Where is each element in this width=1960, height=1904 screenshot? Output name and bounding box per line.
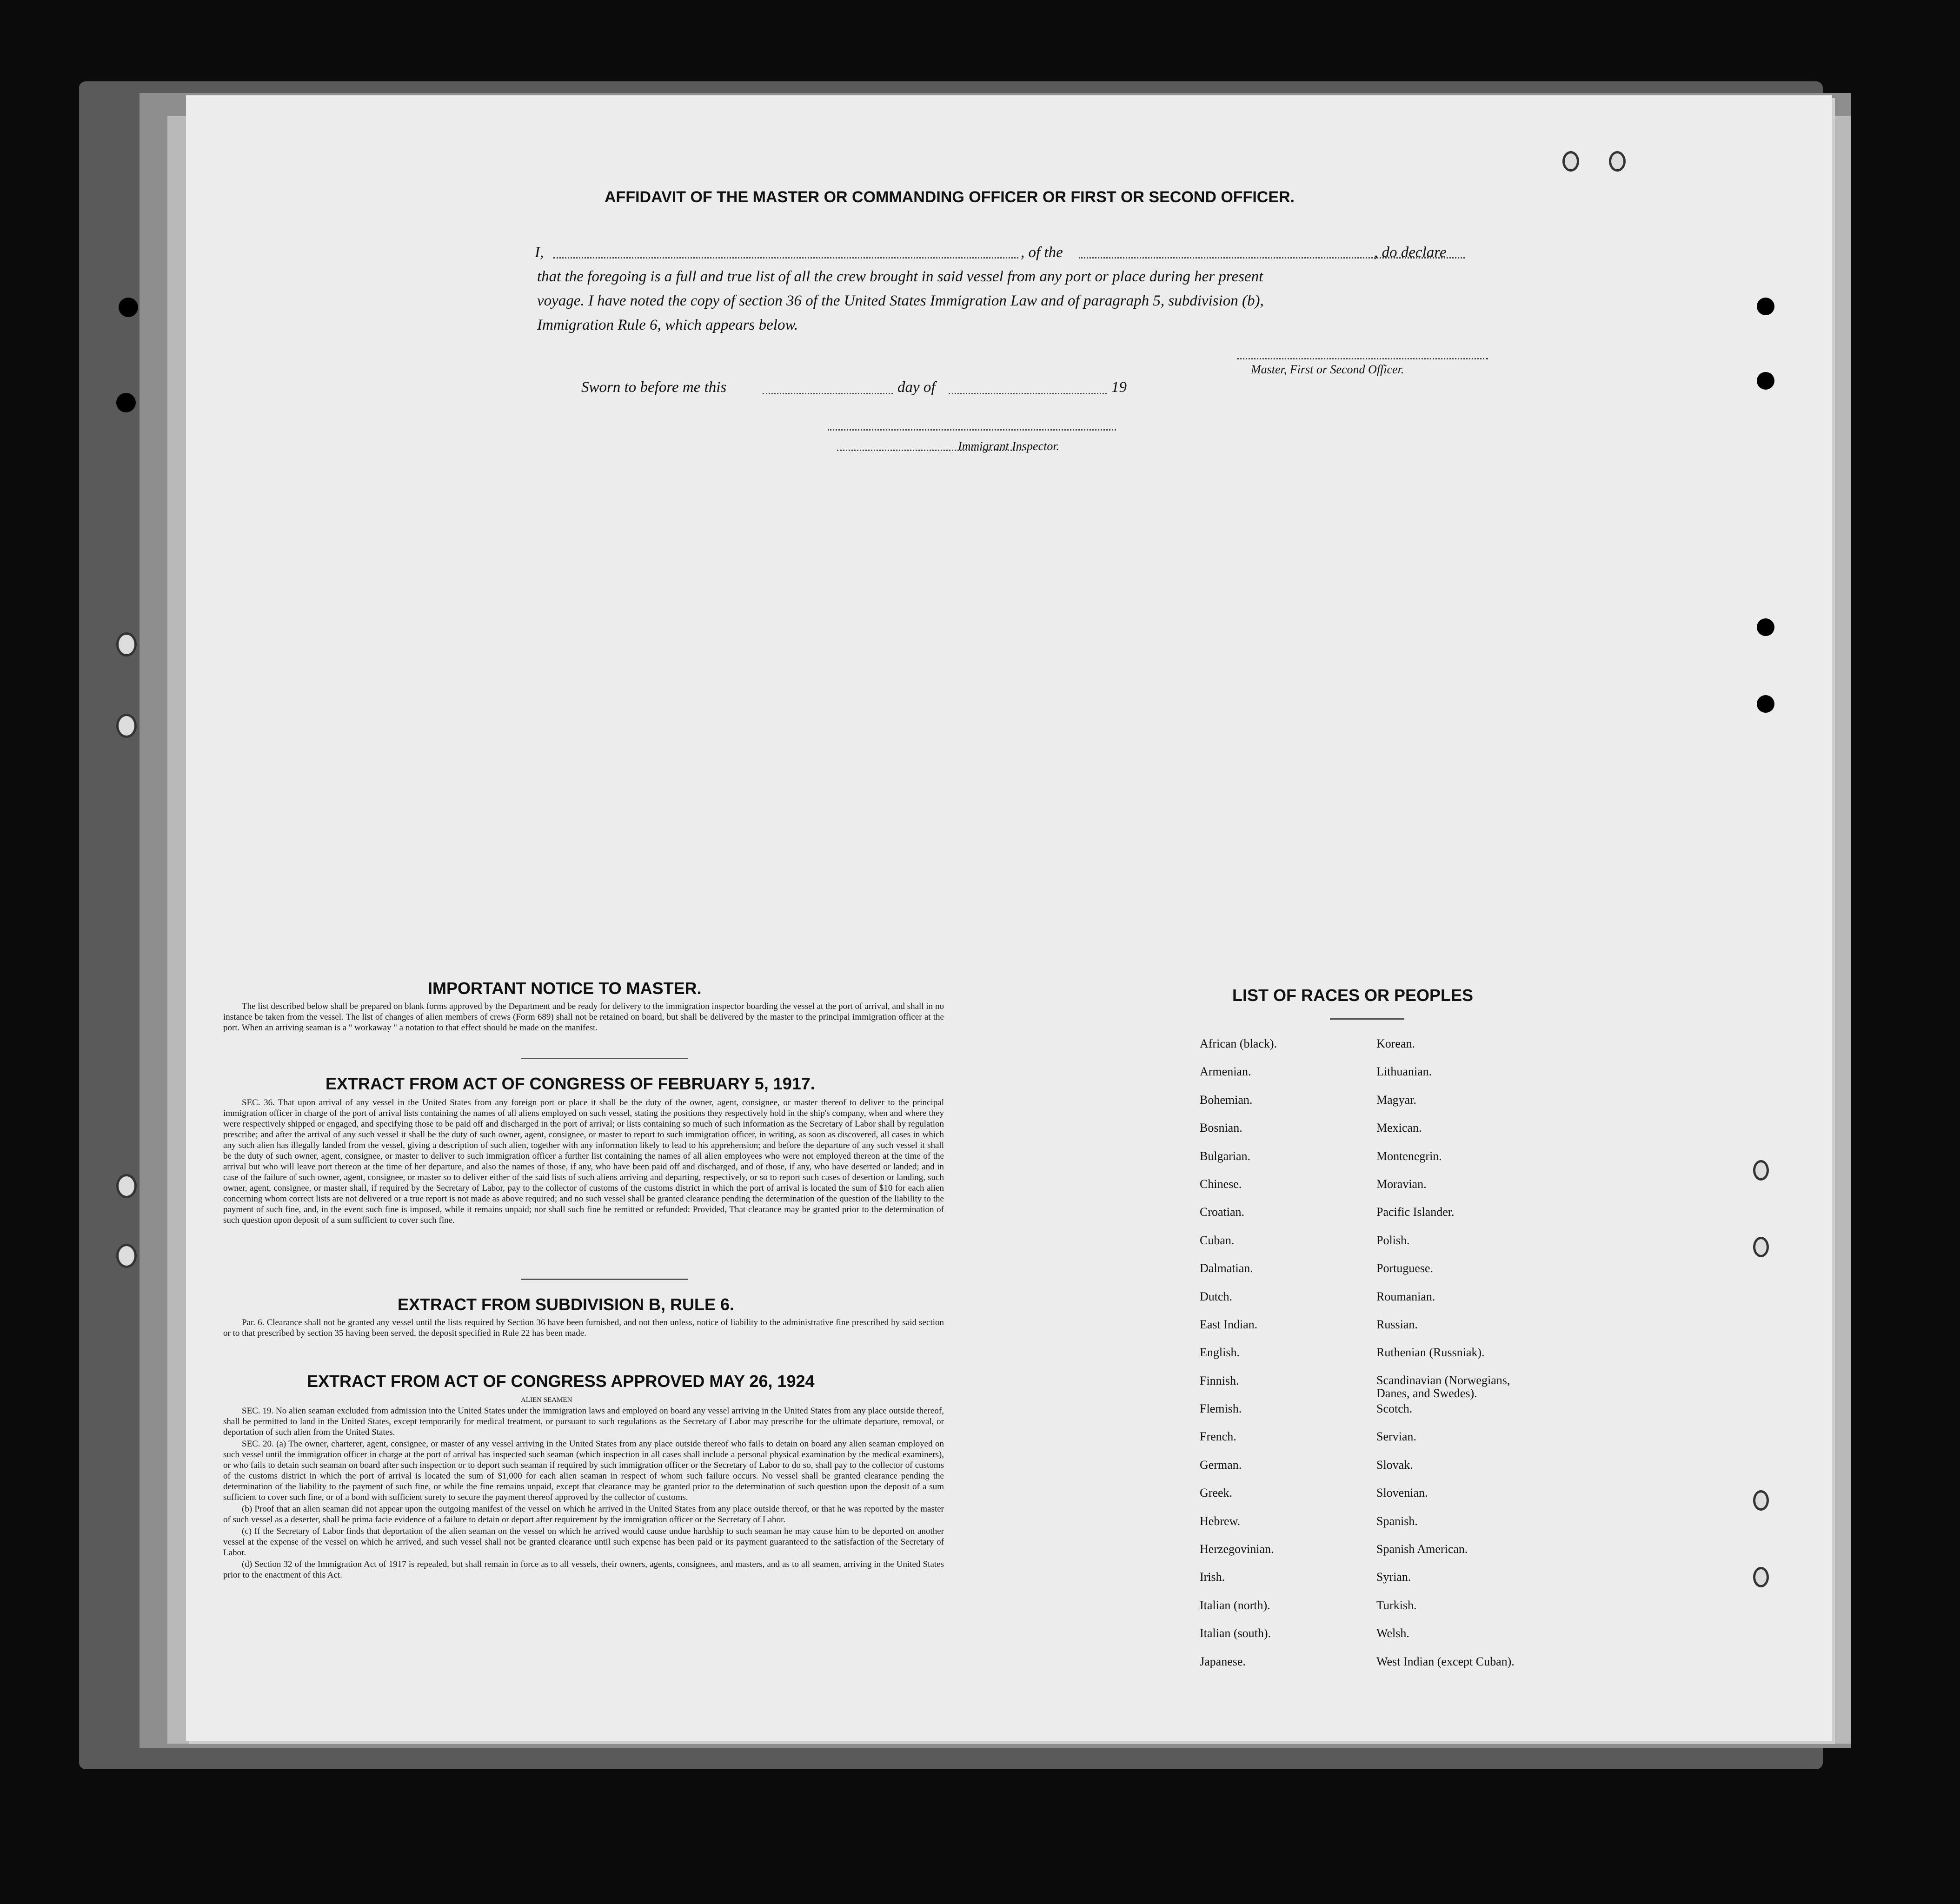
race-item: Mexican. xyxy=(1376,1121,1422,1135)
binder-hole-icon xyxy=(1757,695,1774,713)
race-item: French. xyxy=(1200,1430,1236,1444)
binder-hole-icon xyxy=(1753,1567,1769,1587)
par-6-text: Par. 6. Clearance shall not be granted any vessel until the lists required by Section 36 have been furnished, and not then unless, notice of liability to the administrative fine prescribed by said section or to that prescribed by section 35 having been served, the deposit specified in Rule 22 has been made. xyxy=(223,1318,944,1338)
race-item: Servian. xyxy=(1376,1430,1416,1444)
sec-20b-text: (b) Proof that an alien seaman did not appear upon the outgoing manifest of the vessel on which he arrived in the United States from any place outside thereof, or that he was reported by the master of such vessel as a deserter, shall be prima facie evidence of a failure to detain or deport after requirement by the immigration officer or the Secretary of Labor. xyxy=(223,1504,944,1525)
affidavit-i: I, xyxy=(535,244,544,261)
race-item: Irish. xyxy=(1200,1570,1225,1584)
document-page xyxy=(186,95,1832,1741)
section-36-text: SEC. 36. That upon arrival of any vessel in the United States from any foreign port or place it shall be the duty of the owner, agent, consignee, or master thereof to deliver to the principal immigration officer in charge of the port of arrival lists containing the names of all aliens employed on such vessel, stating the positions they respectively hold in the ship's company, when and where they were respectively shipped or engaged, and specifying those to be paid off and discharged in the port of arrival; or lists containing so much of such information as the Secretary of Labor shall by regulation prescribe; and after the arrival of any such vessel it shall be the duty of such owner, agent, consignee, or master to report to such immigration officer, in writing, as soon as discovered, all cases in which any such alien has illegally landed from the vessel, giving a description of such alien, together with any information likely to lead to his apprehension; and before the departure of any such vessel it shall be the duty of such owner, agent, consignee, or master to deliver to such immigration officer a further list containing the names of all alien employees who were not employed thereon at the time of the arrival but who will leave port thereon at the time of her departure, and also the names of those, if any, who have been paid off and discharged, and of those, if any, who have deserted or landed; and in case of the failure of such owner, agent, consignee, or master so to deliver either of the said lists of such aliens arriving and departing, respectively, or so to report such cases of desertion or landing, such owner, agent, consignee, or master shall, if required by the Secretary of Labor, pay to the collector of customs of the customs district in which the port of arrival is located the sum of $10 for each alien concerning whom correct lists are not delivered or a true report is not made as above required; and no such vessel shall be granted clearance pending the determination of the question of the liability to the payment of such fine, and, in the event such fine is imposed, while it remains unpaid; nor shall such fine be remitted or refunded: Provided, That clearance may be granted prior to the determination of such question upon deposit of a sum sufficient to cover such fine. xyxy=(223,1098,944,1225)
race-item: Moravian. xyxy=(1376,1177,1427,1191)
binder-hole-icon xyxy=(1753,1160,1769,1181)
race-item: West Indian (except Cuban). xyxy=(1376,1654,1515,1668)
race-item: Italian (south). xyxy=(1200,1626,1271,1640)
race-item: Dalmatian. xyxy=(1200,1261,1253,1275)
binder-hole-icon xyxy=(116,632,137,657)
race-item: Scandinavian (Norwegians, Danes, and Swedes). xyxy=(1376,1373,1510,1400)
extract-1924-body xyxy=(223,1406,944,1581)
race-item: Cuban. xyxy=(1200,1233,1235,1247)
binder-hole-icon xyxy=(1753,1490,1769,1511)
inspector-label: Immigrant Inspector. xyxy=(958,439,1060,453)
race-item: Spanish. xyxy=(1376,1514,1418,1528)
race-item: Flemish. xyxy=(1200,1402,1242,1416)
race-item: Ruthenian (Russniak). xyxy=(1376,1346,1485,1360)
extract-1917-title: EXTRACT FROM ACT OF CONGRESS OF FEBRUARY 5, 1917. xyxy=(326,1074,815,1093)
binder-hole-icon xyxy=(1609,151,1626,172)
race-item: Bulgarian. xyxy=(1200,1149,1251,1163)
race-item: Syrian. xyxy=(1376,1570,1411,1584)
race-item: Japanese. xyxy=(1200,1654,1246,1668)
race-item: Lithuanian. xyxy=(1376,1065,1432,1079)
binder-hole-icon xyxy=(119,298,138,317)
race-item: Dutch. xyxy=(1200,1289,1233,1303)
extract-1917-body xyxy=(223,1097,944,1227)
signature-label: Master, First or Second Officer. xyxy=(1251,363,1404,376)
race-item: Finnish. xyxy=(1200,1373,1239,1387)
race-item: Bohemian. xyxy=(1200,1093,1253,1107)
binder-hole-icon xyxy=(1753,1237,1769,1257)
race-item: Greek. xyxy=(1200,1486,1233,1500)
divider xyxy=(521,1058,688,1059)
race-item: Montenegrin. xyxy=(1376,1149,1442,1163)
sec-20c-text: (c) If the Secretary of Labor finds that deportation of the alien seaman on the vessel on which he arrived would cause undue hardship to such seaman he may cause him to be deported on another vessel at the expense of the vessel on which he arrived, and such vessel shall not be granted clearance until such expense has been paid or its payment guaranteed to the satisfaction of the Secretary of Labor. xyxy=(223,1526,944,1558)
race-item: Slovak. xyxy=(1376,1458,1413,1472)
race-item: Chinese. xyxy=(1200,1177,1242,1191)
race-item: Magyar. xyxy=(1376,1093,1416,1107)
race-item: East Indian. xyxy=(1200,1317,1258,1331)
race-item: Polish. xyxy=(1376,1233,1410,1247)
race-item: Spanish American. xyxy=(1376,1542,1468,1556)
signature-field[interactable] xyxy=(1237,358,1488,359)
sworn-year: 19 xyxy=(1111,379,1127,396)
races-title: LIST OF RACES OR PEOPLES xyxy=(1232,986,1474,1005)
inspector-signature-field[interactable] xyxy=(828,429,1116,431)
race-item: Slovenian. xyxy=(1376,1486,1428,1500)
divider xyxy=(521,1279,688,1280)
affidavit-line-2: that the foregoing is a full and true list of all the crew brought in said vessel from any port or place during her present xyxy=(537,268,1263,285)
bleed-through-text xyxy=(409,188,417,219)
affidavit-line-3: voyage. I have noted the copy of section 36 of the United States Immigration Law and of paragraph 5, subdivision (b), xyxy=(537,292,1264,309)
race-item: German. xyxy=(1200,1458,1242,1472)
binder-hole-icon xyxy=(116,714,137,738)
extract-rule6-body xyxy=(223,1317,944,1340)
race-item: Hebrew. xyxy=(1200,1514,1241,1528)
race-item: Armenian. xyxy=(1200,1065,1251,1079)
races-left-column xyxy=(1200,1037,1277,1683)
race-item: African (black). xyxy=(1200,1037,1277,1050)
race-item: Welsh. xyxy=(1376,1626,1409,1640)
name-field[interactable] xyxy=(553,257,1018,259)
race-item: Bosnian. xyxy=(1200,1121,1242,1135)
race-item: Turkish. xyxy=(1376,1598,1417,1612)
affidavit-line-4: Immigration Rule 6, which appears below. xyxy=(537,317,798,333)
sec-20d-text: (d) Section 32 of the Immigration Act of 1917 is repealed, but shall remain in force as to all vessels, their owners, agents, consignees, and masters, and as to all seamen, arriving in the United States prior to the enactment of this Act. xyxy=(223,1559,944,1580)
notice-body xyxy=(223,1001,944,1034)
extract-1924-title: EXTRACT FROM ACT OF CONGRESS APPROVED MAY 26, 1924 xyxy=(307,1372,815,1391)
affidavit-declare: , do declare xyxy=(1374,244,1447,261)
races-right-column xyxy=(1376,1037,1530,1683)
race-item: Roumanian. xyxy=(1376,1289,1435,1303)
sec-20a-text: SEC. 20. (a) The owner, charterer, agent, consignee, or master of any vessel arriving in the United States from any place outside thereof who fails to detain on board any alien seaman employed on such vessel until the immigration officer in charge at the port of arrival has inspected such seaman (which inspection in all cases shall include a personal physical examination by the medical examiners), or who fails to detain such seaman on board after such inspection or to deport such seaman if required by such immigration officer or the Secretary of Labor to do so, shall pay to the collector of customs of the customs district in which the port of arrival is located the sum of $1,000 for each alien seaman in respect of whom such failure occurs. No vessel shall be granted clearance pending the determination of the liability to the payment of such fine, or while the fine remains unpaid, except that clearance may be granted prior to the determination of such question upon the deposit of a sum sufficient to cover such fine, or of a bond with sufficient surety to secure the payment thereof approved by the collector of customs. xyxy=(223,1439,944,1502)
sworn-day-of: day of xyxy=(897,379,936,396)
sworn-month-field[interactable] xyxy=(949,393,1107,394)
binder-hole-icon xyxy=(1562,151,1579,172)
sworn-day-field[interactable] xyxy=(763,393,893,394)
race-item: English. xyxy=(1200,1346,1240,1360)
affidavit-of-the: , of the xyxy=(1021,244,1063,261)
binder-hole-icon xyxy=(116,1174,137,1198)
notice-text: The list described below shall be prepared on blank forms approved by the Department and be ready for delivery to the immigration inspector boarding the vessel at the port of arrival, and shall in no instance be taken from the vessel. The list of changes of alien members of crews (Form 689) shall not be retained on board, but shall be delivered by the master to the principal immigration officer at the port. When an arriving seaman is a " workaway " a notation to that effect should be made on the manifest. xyxy=(223,1002,944,1033)
race-item: Russian. xyxy=(1376,1317,1418,1331)
race-item: Pacific Islander. xyxy=(1376,1205,1455,1219)
binder-hole-icon xyxy=(1757,298,1774,315)
race-item: Herzegovinian. xyxy=(1200,1542,1274,1556)
sworn-prefix: Sworn to before me this xyxy=(581,379,727,396)
notice-title: IMPORTANT NOTICE TO MASTER. xyxy=(428,979,702,998)
affidavit-title: AFFIDAVIT OF THE MASTER OR COMMANDING OFFICER OR FIRST OR SECOND OFFICER. xyxy=(605,188,1295,206)
race-item: Italian (north). xyxy=(1200,1598,1270,1612)
divider xyxy=(1330,1018,1404,1020)
binder-hole-icon xyxy=(1757,618,1774,636)
binder-hole-icon xyxy=(116,1244,137,1268)
extract-rule6-title: EXTRACT FROM SUBDIVISION B, RULE 6. xyxy=(398,1295,735,1314)
race-item: Croatian. xyxy=(1200,1205,1245,1219)
binder-hole-icon xyxy=(1757,372,1774,390)
race-item: Portuguese. xyxy=(1376,1261,1434,1275)
race-item: Scotch. xyxy=(1376,1402,1413,1416)
sec-19-text: SEC. 19. No alien seaman excluded from admission into the United States under the immigration laws and employed on board any vessel arriving in the United States from any place outside thereof, shall be permitted to land in the United States, except temporarily for medical treatment, or pursuant to such regulations as the Secretary of Labor may prescribe for the ultimate departure, removal, or deportation of such alien from the United States. xyxy=(223,1406,944,1437)
race-item: Korean. xyxy=(1376,1037,1415,1050)
extract-1924-subtitle: ALIEN SEAMEN xyxy=(521,1396,572,1404)
binder-hole-icon xyxy=(116,393,136,412)
